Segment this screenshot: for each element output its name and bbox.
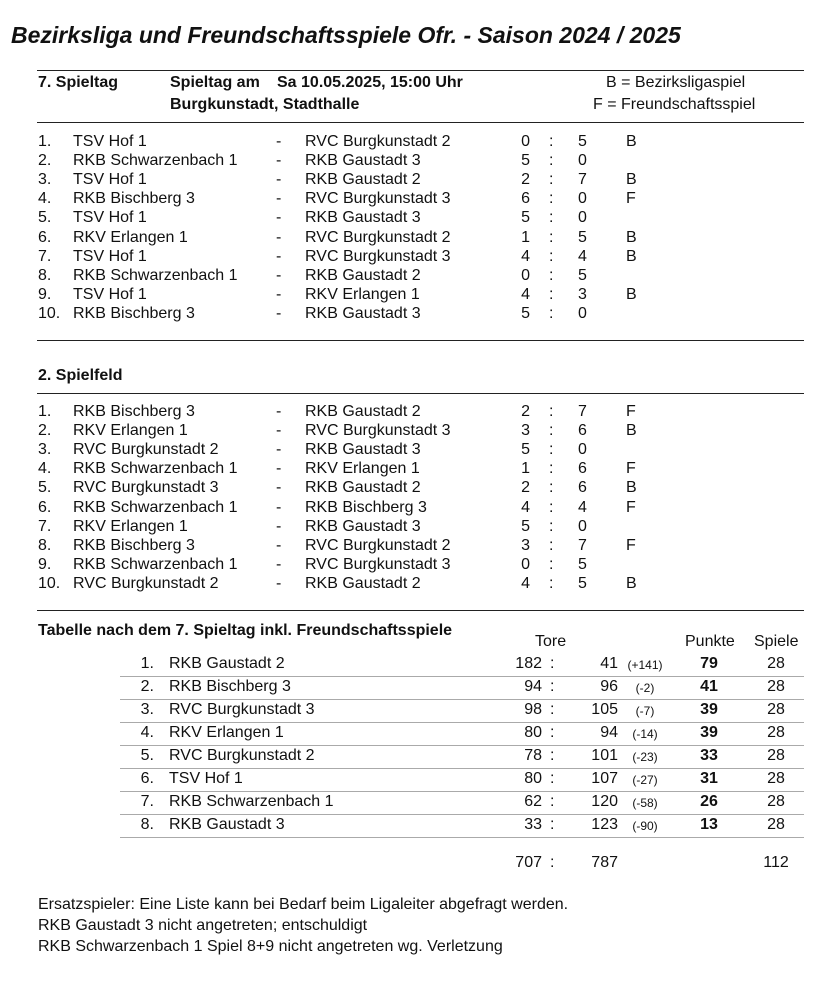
home-score: 5: [521, 441, 530, 459]
dash: -: [276, 152, 282, 170]
away-score: 4: [578, 498, 587, 516]
points: 79: [700, 655, 718, 672]
game-row: [0, 499, 820, 518]
dash: -: [276, 304, 282, 322]
away-team: RKV Erlangen 1: [305, 285, 420, 303]
home-score: 3: [521, 422, 530, 440]
away-score: 6: [578, 422, 587, 440]
home-team: TSV Hof 1: [73, 247, 147, 265]
team-name: RVC Burgkunstadt 2: [169, 747, 315, 764]
game-type: F: [626, 498, 636, 516]
game-type: F: [626, 403, 636, 420]
game-row: [0, 305, 820, 324]
games-played: 28: [767, 793, 785, 810]
goal-difference: (-14): [632, 727, 658, 741]
goal-difference: (-7): [635, 704, 655, 718]
total-goals-against: 787: [591, 854, 618, 871]
home-score: 0: [521, 266, 530, 284]
home-score: 3: [521, 536, 530, 554]
dash: -: [276, 403, 282, 420]
points: 41: [700, 678, 718, 695]
game-row: [0, 479, 820, 498]
dash: -: [276, 517, 282, 535]
dash: -: [276, 209, 282, 227]
game-type: F: [626, 190, 636, 208]
points: 39: [700, 701, 718, 718]
team-name: RKV Erlangen 1: [169, 724, 284, 741]
away-team: RKB Gaustadt 3: [305, 209, 421, 227]
away-team: RKB Gaustadt 3: [305, 152, 421, 170]
goals-against: 105: [591, 701, 618, 718]
rank: 7.: [140, 793, 154, 810]
standings-row: [120, 768, 804, 792]
away-score: 7: [578, 403, 587, 420]
home-team: RKB Bischberg 3: [73, 190, 195, 208]
goal-difference: (+141): [627, 658, 663, 672]
home-score: 5: [521, 209, 530, 227]
game-type: F: [626, 460, 636, 478]
away-score: 0: [578, 517, 587, 535]
dash: -: [276, 266, 282, 284]
home-team: RKB Bischberg 3: [73, 304, 195, 322]
rank: 8.: [140, 816, 154, 833]
dash: -: [276, 441, 282, 459]
game-row: [0, 248, 820, 267]
home-score: 0: [521, 133, 530, 150]
dash: -: [276, 133, 282, 150]
standings-row: [120, 722, 804, 746]
home-score: 4: [521, 574, 530, 592]
away-team: RVC Burgkunstadt 3: [305, 247, 451, 265]
goals-for: 33: [524, 816, 542, 833]
score-colon: :: [549, 422, 554, 440]
game-row: [0, 190, 820, 209]
home-score: 5: [521, 304, 530, 322]
away-score: 5: [578, 574, 587, 592]
home-score: 2: [521, 171, 530, 189]
team-name: TSV Hof 1: [169, 770, 243, 787]
game-type: F: [626, 536, 636, 554]
goals-for: 80: [524, 724, 542, 741]
home-score: 1: [521, 228, 530, 246]
games-played: 28: [767, 678, 785, 695]
game-row: [0, 403, 820, 422]
goals-colon: :: [550, 678, 555, 695]
score-colon: :: [549, 247, 554, 265]
home-score: 4: [521, 247, 530, 265]
divider: [37, 122, 804, 123]
score-colon: :: [549, 304, 554, 322]
note-line: Ersatzspieler: Eine Liste kann bei Bedarf beim Ligaleiter abgefragt werden.: [38, 896, 569, 913]
goals-colon: :: [550, 747, 555, 764]
away-score: 5: [578, 228, 587, 246]
game-type: B: [626, 285, 637, 303]
dash: -: [276, 460, 282, 478]
points: 31: [700, 770, 718, 787]
away-team: RKB Gaustadt 2: [305, 479, 421, 497]
game-number: 2.: [38, 422, 52, 440]
home-score: 0: [521, 555, 530, 573]
game-type: B: [626, 247, 637, 265]
home-team: RVC Burgkunstadt 2: [73, 574, 219, 592]
game-row: [0, 267, 820, 286]
games-played: 28: [767, 816, 785, 833]
games-played: 28: [767, 747, 785, 764]
score-colon: :: [549, 498, 554, 516]
away-team: RKV Erlangen 1: [305, 460, 420, 478]
home-team: TSV Hof 1: [73, 209, 147, 227]
date-value: Sa 10.05.2025, 15:00 Uhr: [277, 74, 463, 91]
dash: -: [276, 190, 282, 208]
team-name: RKB Gaustadt 3: [169, 816, 285, 833]
away-team: RVC Burgkunstadt 2: [305, 536, 451, 554]
game-number: 10.: [38, 574, 61, 592]
goals-colon: :: [550, 701, 555, 718]
away-score: 5: [578, 266, 587, 284]
score-colon: :: [549, 190, 554, 208]
game-row: [0, 518, 820, 537]
team-name: RKB Gaustadt 2: [169, 655, 285, 672]
rank: 5.: [140, 747, 154, 764]
home-team: RKB Bischberg 3: [73, 403, 195, 420]
home-team: RKV Erlangen 1: [73, 228, 188, 246]
score-colon: :: [549, 228, 554, 246]
document-title: Bezirksliga und Freundschaftsspiele Ofr. - Saison 2024 / 2025: [11, 22, 681, 48]
away-score: 0: [578, 190, 587, 208]
game-row: [0, 209, 820, 228]
game-row: [0, 229, 820, 248]
rank: 2.: [140, 678, 154, 695]
games-played: 28: [767, 655, 785, 672]
game-number: 4.: [38, 190, 52, 208]
home-team: RKB Bischberg 3: [73, 536, 195, 554]
goals-for: 62: [524, 793, 542, 810]
game-number: 7.: [38, 517, 52, 535]
goal-difference: (-2): [635, 681, 655, 695]
away-team: RVC Burgkunstadt 2: [305, 228, 451, 246]
venue: Burgkunstadt, Stadthalle: [170, 96, 360, 113]
score-colon: :: [549, 133, 554, 150]
away-score: 5: [578, 133, 587, 150]
away-team: RVC Burgkunstadt 3: [305, 190, 451, 208]
score-colon: :: [549, 266, 554, 284]
home-team: TSV Hof 1: [73, 133, 147, 150]
game-number: 4.: [38, 460, 52, 478]
game-number: 1.: [38, 133, 52, 150]
home-team: RKV Erlangen 1: [73, 517, 188, 535]
away-team: RVC Burgkunstadt 3: [305, 422, 451, 440]
goals-against: 41: [600, 655, 618, 672]
away-team: RKB Gaustadt 3: [305, 517, 421, 535]
game-number: 6.: [38, 228, 52, 246]
game-number: 1.: [38, 403, 52, 420]
standings-row: [120, 699, 804, 723]
game-type: B: [626, 228, 637, 246]
score-colon: :: [549, 536, 554, 554]
away-score: 0: [578, 152, 587, 170]
home-team: RKB Schwarzenbach 1: [73, 498, 238, 516]
home-team: RKB Schwarzenbach 1: [73, 152, 238, 170]
goals-for: 98: [524, 701, 542, 718]
game-row: [0, 152, 820, 171]
game-number: 6.: [38, 498, 52, 516]
goals-against: 123: [591, 816, 618, 833]
home-score: 5: [521, 517, 530, 535]
away-score: 6: [578, 460, 587, 478]
rank: 1.: [140, 655, 154, 672]
dash: -: [276, 422, 282, 440]
legend-b: B = Bezirksligaspiel: [606, 74, 746, 91]
game-row: [0, 422, 820, 441]
goal-difference: (-27): [632, 773, 658, 787]
divider: [37, 340, 804, 341]
game-number: 5.: [38, 209, 52, 227]
divider: [37, 70, 804, 71]
goals-against: 94: [600, 724, 618, 741]
score-colon: :: [549, 555, 554, 573]
goal-difference: (-90): [632, 819, 658, 833]
home-team: RKB Schwarzenbach 1: [73, 460, 238, 478]
game-type: B: [626, 574, 637, 592]
away-score: 7: [578, 171, 587, 189]
standings-row: [120, 653, 804, 677]
total-games: 112: [763, 854, 789, 871]
dash: -: [276, 171, 282, 189]
goals-against: 101: [591, 747, 618, 764]
away-team: RKB Gaustadt 3: [305, 304, 421, 322]
standings-row: [120, 814, 804, 838]
rank: 3.: [140, 701, 154, 718]
goals-colon: :: [550, 793, 555, 810]
points: 33: [700, 747, 718, 764]
points: 13: [700, 816, 718, 833]
away-score: 0: [578, 441, 587, 459]
dash: -: [276, 536, 282, 554]
points: 26: [700, 793, 718, 810]
game-type: B: [626, 171, 637, 189]
goals-against: 120: [591, 793, 618, 810]
goal-difference: (-58): [632, 796, 658, 810]
field2-label: 2. Spielfeld: [38, 367, 123, 384]
score-colon: :: [549, 209, 554, 227]
goals-for: 78: [524, 747, 542, 764]
away-team: RKB Gaustadt 2: [305, 171, 421, 189]
standings-row: [120, 745, 804, 769]
game-number: 5.: [38, 479, 52, 497]
game-number: 9.: [38, 555, 52, 573]
total-goals-for: 707: [515, 854, 542, 871]
game-type: B: [626, 133, 637, 150]
away-score: 0: [578, 209, 587, 227]
home-score: 4: [521, 285, 530, 303]
score-colon: :: [549, 574, 554, 592]
home-team: RVC Burgkunstadt 3: [73, 479, 219, 497]
game-row: [0, 286, 820, 305]
away-team: RKB Bischberg 3: [305, 498, 427, 516]
home-team: RVC Burgkunstadt 2: [73, 441, 219, 459]
dash: -: [276, 555, 282, 573]
dash: -: [276, 285, 282, 303]
away-team: RKB Gaustadt 2: [305, 574, 421, 592]
game-number: 8.: [38, 536, 52, 554]
goals-for: 182: [515, 655, 542, 672]
game-row: [0, 556, 820, 575]
note-line: RKB Gaustadt 3 nicht angetreten; entschuldigt: [38, 917, 368, 934]
away-team: RVC Burgkunstadt 3: [305, 555, 451, 573]
home-team: TSV Hof 1: [73, 285, 147, 303]
away-score: 4: [578, 247, 587, 265]
away-team: RKB Gaustadt 2: [305, 266, 421, 284]
game-row: [0, 133, 820, 152]
team-name: RKB Schwarzenbach 1: [169, 793, 334, 810]
dash: -: [276, 498, 282, 516]
game-number: 3.: [38, 441, 52, 459]
home-score: 6: [521, 190, 530, 208]
game-row: [0, 537, 820, 556]
home-score: 4: [521, 498, 530, 516]
score-colon: :: [549, 441, 554, 459]
date-label: Spieltag am: [170, 74, 260, 91]
game-number: 9.: [38, 285, 52, 303]
team-name: RVC Burgkunstadt 3: [169, 701, 315, 718]
standings-row: [120, 676, 804, 700]
rank: 4.: [140, 724, 154, 741]
score-colon: :: [549, 460, 554, 478]
home-score: 2: [521, 403, 530, 420]
goals-colon: :: [550, 655, 555, 672]
score-colon: :: [549, 479, 554, 497]
divider: [37, 393, 804, 394]
goals-for: 94: [524, 678, 542, 695]
col-tore: Tore: [535, 633, 567, 650]
game-row: [0, 171, 820, 190]
away-score: 5: [578, 555, 587, 573]
col-spiele: Spiele: [754, 633, 799, 650]
goals-against: 107: [591, 770, 618, 787]
col-punkte: Punkte: [685, 633, 735, 650]
home-team: RKB Schwarzenbach 1: [73, 555, 238, 573]
away-score: 6: [578, 479, 587, 497]
game-number: 10.: [38, 304, 61, 322]
goal-difference: (-23): [632, 750, 658, 764]
game-number: 3.: [38, 171, 52, 189]
goals-colon: :: [550, 816, 555, 833]
home-team: RKB Schwarzenbach 1: [73, 266, 238, 284]
goals-against: 96: [600, 678, 618, 695]
games-played: 28: [767, 724, 785, 741]
game-row: [0, 460, 820, 479]
goals-colon: :: [550, 770, 555, 787]
away-team: RKB Gaustadt 3: [305, 441, 421, 459]
standings-row: [120, 791, 804, 815]
home-team: RKV Erlangen 1: [73, 422, 188, 440]
standings-title: Tabelle nach dem 7. Spieltag inkl. Freundschaftsspiele: [38, 622, 453, 639]
game-number: 8.: [38, 266, 52, 284]
away-team: RVC Burgkunstadt 2: [305, 133, 451, 150]
game-number: 2.: [38, 152, 52, 170]
note-line: RKB Schwarzenbach 1 Spiel 8+9 nicht angetreten wg. Verletzung: [38, 938, 503, 955]
game-row: [0, 441, 820, 460]
dash: -: [276, 228, 282, 246]
games-played: 28: [767, 701, 785, 718]
team-name: RKB Bischberg 3: [169, 678, 291, 695]
goals-for: 80: [524, 770, 542, 787]
dash: -: [276, 247, 282, 265]
divider: [37, 610, 804, 611]
home-score: 1: [521, 460, 530, 478]
rank: 6.: [140, 770, 154, 787]
away-team: RKB Gaustadt 2: [305, 403, 421, 420]
score-colon: :: [549, 517, 554, 535]
away-score: 0: [578, 304, 587, 322]
matchday-label: 7. Spieltag: [38, 74, 119, 91]
score-colon: :: [549, 171, 554, 189]
game-type: B: [626, 479, 637, 497]
game-number: 7.: [38, 247, 52, 265]
total-colon: :: [550, 854, 555, 871]
away-score: 3: [578, 285, 587, 303]
dash: -: [276, 479, 282, 497]
game-type: B: [626, 422, 637, 440]
legend-f: F = Freundschaftsspiel: [593, 96, 756, 113]
score-colon: :: [549, 403, 554, 420]
home-score: 2: [521, 479, 530, 497]
score-colon: :: [549, 152, 554, 170]
away-score: 7: [578, 536, 587, 554]
goals-colon: :: [550, 724, 555, 741]
games-played: 28: [767, 770, 785, 787]
game-row: [0, 575, 820, 594]
home-score: 5: [521, 152, 530, 170]
dash: -: [276, 574, 282, 592]
score-colon: :: [549, 285, 554, 303]
points: 39: [700, 724, 718, 741]
home-team: TSV Hof 1: [73, 171, 147, 189]
